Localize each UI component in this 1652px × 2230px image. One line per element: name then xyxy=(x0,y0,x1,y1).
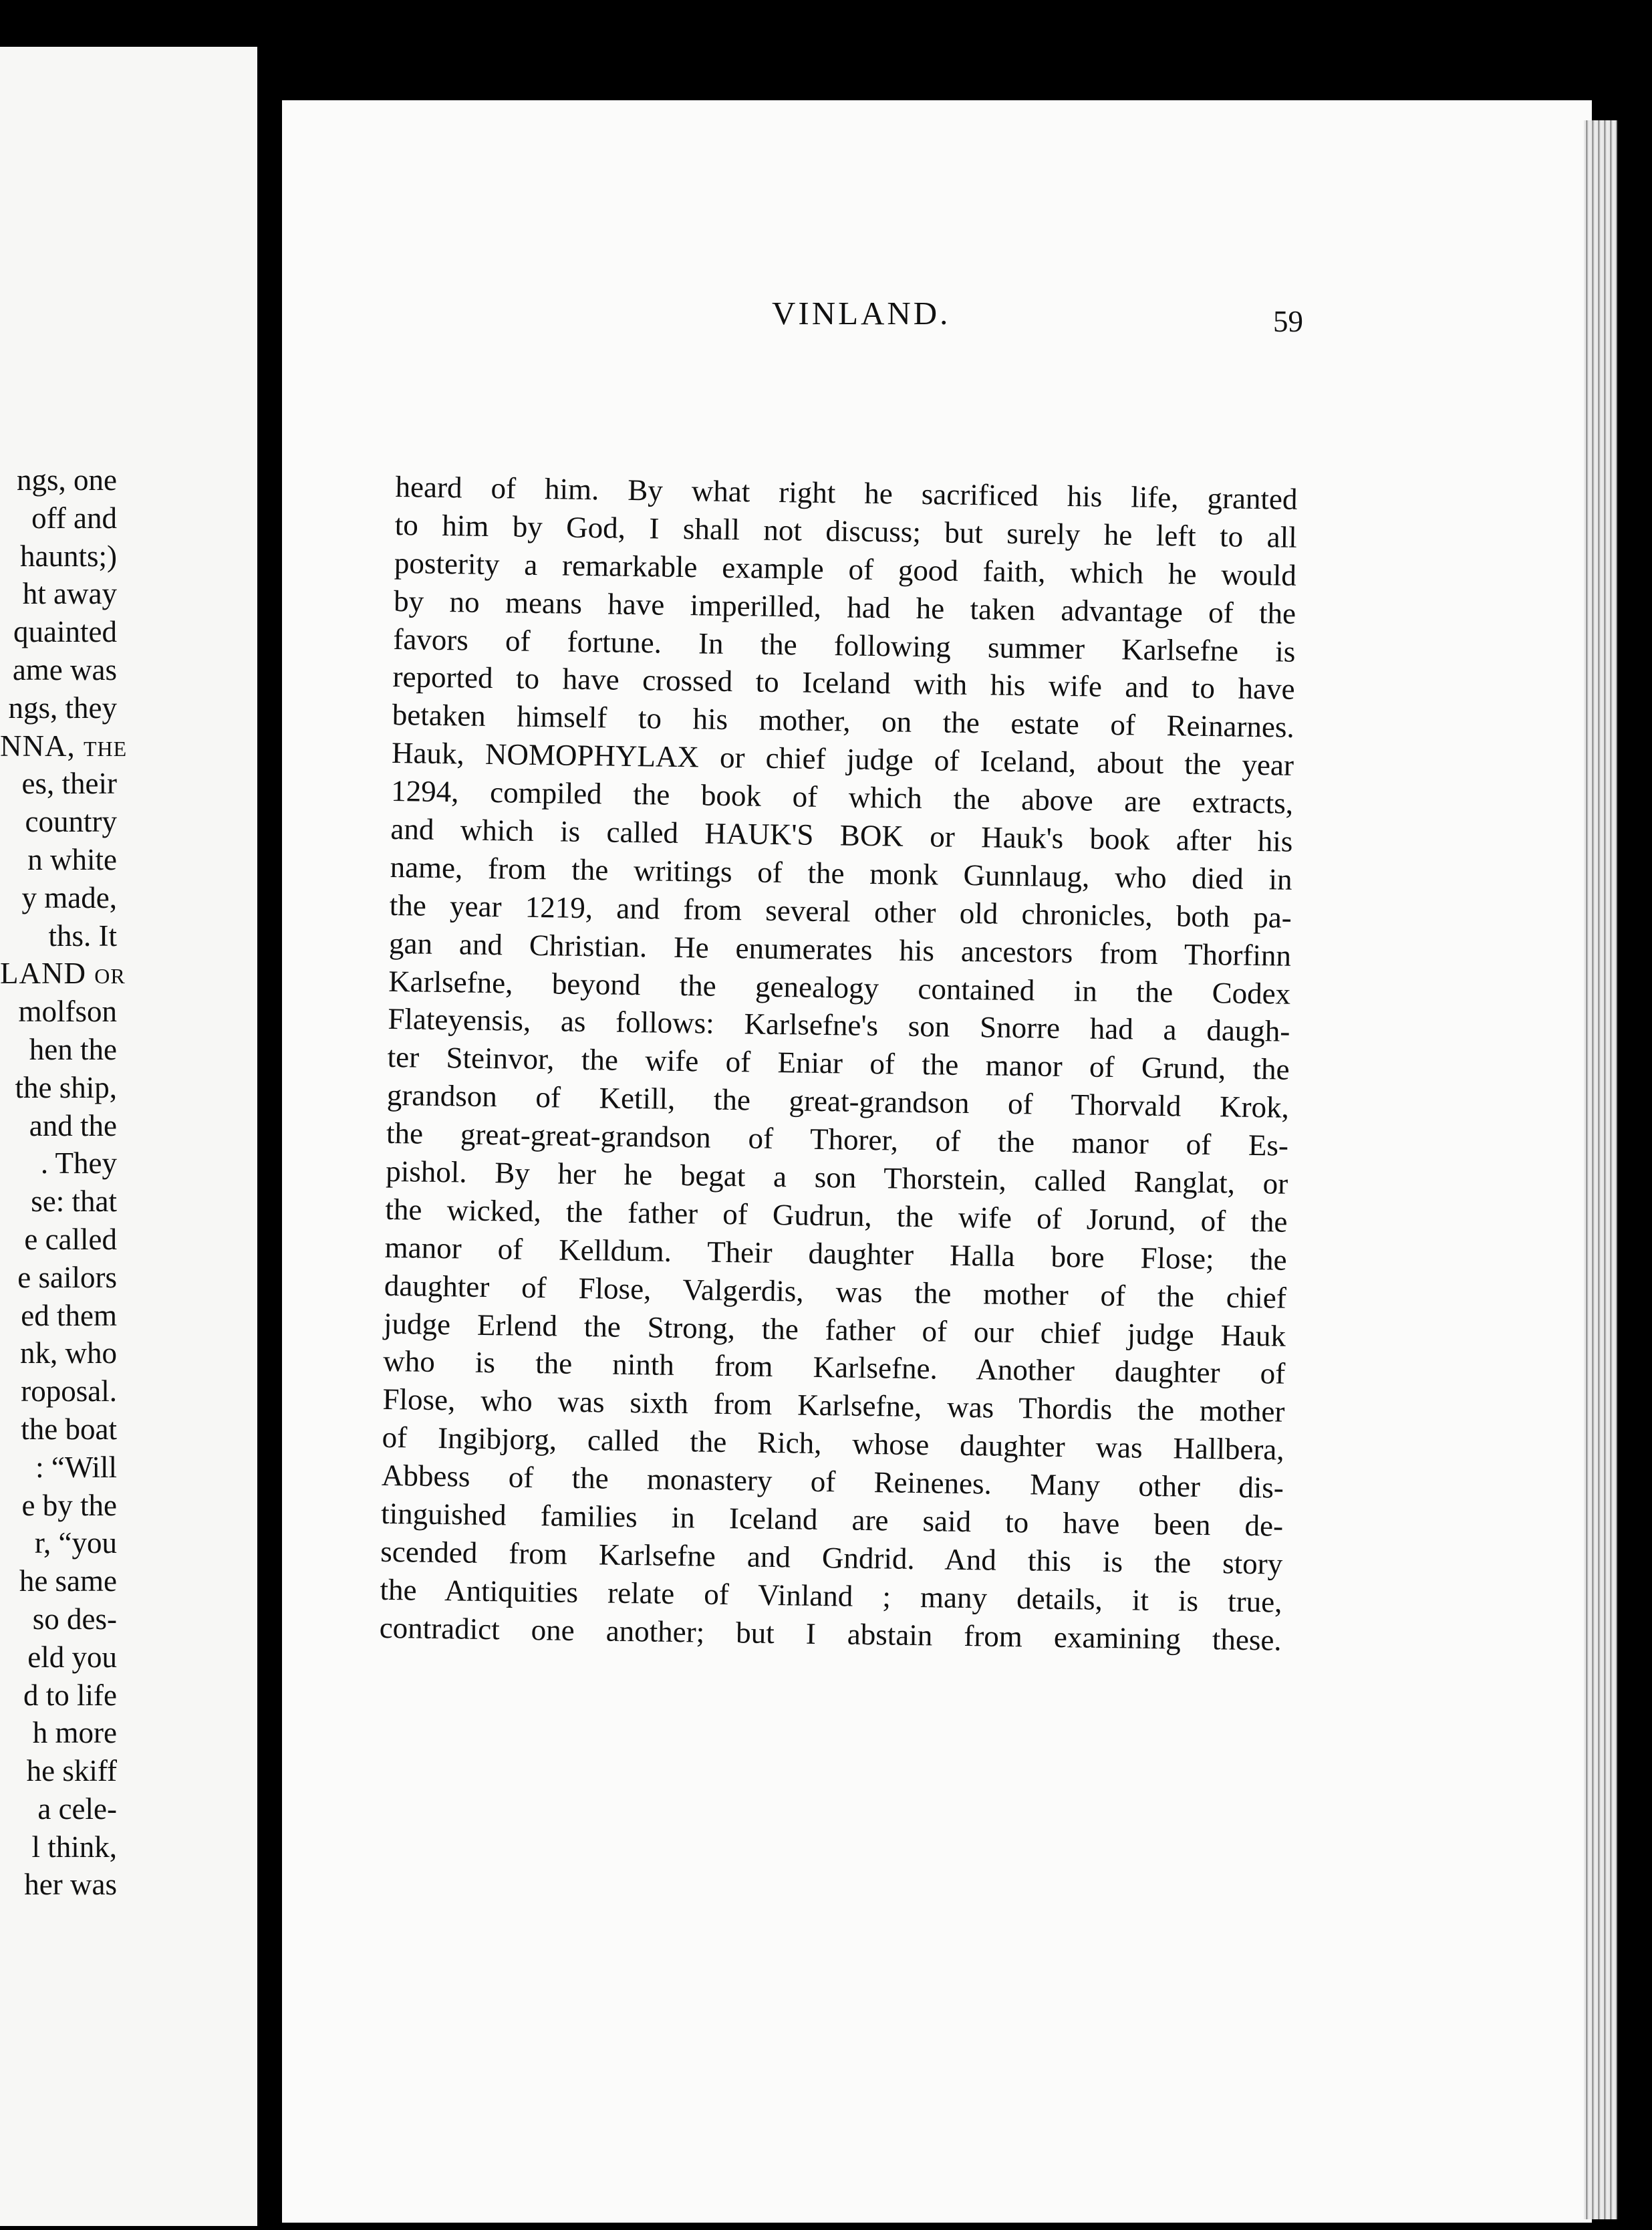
book-gutter xyxy=(257,40,284,2226)
left-facing-page xyxy=(0,47,257,2226)
left-line: ngs, one xyxy=(17,463,117,497)
text-line: manor of Kelldum. Their daughter Halla bore Flose; the xyxy=(384,1230,1287,1277)
text-line: of Ingibjorg, called the Rich, whose daughter was Hallbera, xyxy=(382,1420,1284,1467)
left-line: ht away xyxy=(22,577,117,611)
left-line: NNA, the xyxy=(0,729,128,763)
left-line: ed them xyxy=(21,1298,117,1332)
left-line: LAND or xyxy=(0,957,126,991)
left-line: a cele- xyxy=(37,1791,117,1826)
left-line: so des- xyxy=(32,1602,117,1636)
left-line: l think, xyxy=(31,1830,117,1864)
text-line: favors of fortune. In the following summer Karlsefne is xyxy=(393,622,1296,668)
text-line: and which is called HAUK'S BOK or Hauk's book after his xyxy=(390,812,1293,858)
text-line: Flose, who was sixth from Karlsefne, was Thordis the mother xyxy=(382,1382,1285,1429)
text-line: posterity a remarkable example of good faith, which he would xyxy=(394,545,1297,592)
text-line: who is the ninth from Karlsefne. Another daughter of xyxy=(382,1344,1286,1391)
left-line: and the xyxy=(29,1108,117,1142)
text-line: the year 1219, and from several other old chronicles, both pa- xyxy=(389,888,1292,935)
left-line: her was xyxy=(24,1868,117,1902)
left-line: e by the xyxy=(21,1488,117,1522)
text-line: ter Steinvor, the wife of Eniar of the manor of Grund, the xyxy=(387,1040,1290,1087)
text-line: name, from the writings of the monk Gunnlaug, who died in xyxy=(390,850,1292,896)
text-line: contradict one another; but I abstain from examining these. xyxy=(379,1610,1282,1657)
left-line: ths. It xyxy=(48,918,117,953)
left-line: molfson xyxy=(18,995,117,1029)
left-line: country xyxy=(25,805,117,839)
text-line: tinguished families in Iceland are said to have been de- xyxy=(380,1496,1284,1543)
left-line: se: that xyxy=(31,1185,117,1219)
left-line: e called xyxy=(24,1222,117,1256)
left-line: eld you xyxy=(27,1640,117,1674)
left-line: off and xyxy=(31,501,117,535)
text-line: Flateyensis, as follows: Karlsefne's son Snorre had a daugh- xyxy=(388,1002,1290,1049)
text-line: judge Erlend the Strong, the father of our chief judge Hauk xyxy=(383,1306,1286,1353)
left-line: ngs, they xyxy=(8,691,117,725)
text-line: 1294, compiled the book of which the above are extracts, xyxy=(390,774,1294,820)
left-line: n white xyxy=(27,842,117,876)
left-line: haunts;) xyxy=(20,539,117,573)
text-line: grandson of Ketill, the great-grandson of Thorvald Krok, xyxy=(386,1078,1290,1125)
body-text xyxy=(379,468,1297,1659)
left-line: d to life xyxy=(23,1678,117,1712)
left-page-text xyxy=(0,461,128,1904)
text-line: gan and Christian. He enumerates his ancestors from Thorfinn xyxy=(388,926,1292,973)
left-line: hen the xyxy=(29,1032,117,1066)
left-line: es, their xyxy=(21,767,117,801)
text-line: by no means have imperilled, had he taken advantage of the xyxy=(393,584,1296,630)
left-line: nk, who xyxy=(20,1336,117,1370)
page-number: 59 xyxy=(1273,305,1303,338)
left-line: r, “you xyxy=(34,1526,117,1560)
left-line: the boat xyxy=(21,1412,117,1446)
left-line: roposal. xyxy=(21,1374,117,1408)
left-line: . They xyxy=(40,1146,117,1181)
left-line: he same xyxy=(19,1564,117,1598)
left-line: he skiff xyxy=(26,1754,117,1788)
left-line: quainted xyxy=(13,615,117,649)
text-line: daughter of Flose, Valgerdis, was the mother of the chief xyxy=(384,1268,1287,1315)
left-line: the ship, xyxy=(15,1070,117,1104)
text-line: reported to have crossed to Iceland with his wife and to have xyxy=(392,660,1295,707)
text-line: pishol. By her he begat a son Thorstein, called Ranglat, or xyxy=(385,1154,1288,1201)
text-line: betaken himself to his mother, on the estate of Reinarnes. xyxy=(392,698,1295,745)
page-edges xyxy=(1584,120,1617,2219)
text-line: heard of him. By what right he sacrificed his life, granted xyxy=(395,469,1298,516)
text-line: the wicked, the father of Gudrun, the wife of Jorund, of the xyxy=(385,1192,1288,1239)
text-line: to him by God, I shall not discuss; but surely he left to all xyxy=(394,507,1298,554)
left-line: y made, xyxy=(21,880,117,914)
text-line: Hauk, NOMOPHYLAX or chief judge of Iceland, about the year xyxy=(391,736,1294,783)
left-line: e sailors xyxy=(17,1260,117,1294)
left-line: : “Will xyxy=(35,1450,117,1484)
left-line: ame was xyxy=(12,652,117,687)
text-line: the great-great-grandson of Thorer, of the manor of Es- xyxy=(386,1116,1289,1162)
text-line: Karlsefne, beyond the genealogy contained in the Codex xyxy=(388,964,1291,1011)
text-line: the Antiquities relate of Vinland ; many details, it is true, xyxy=(380,1572,1282,1619)
left-line: h more xyxy=(32,1716,117,1750)
text-line: scended from Karlsefne and Gndrid. And this is the story xyxy=(380,1534,1283,1581)
text-line: Abbess of the monastery of Reinenes. Many other dis- xyxy=(381,1459,1284,1505)
running-head: VINLAND. xyxy=(772,295,951,332)
